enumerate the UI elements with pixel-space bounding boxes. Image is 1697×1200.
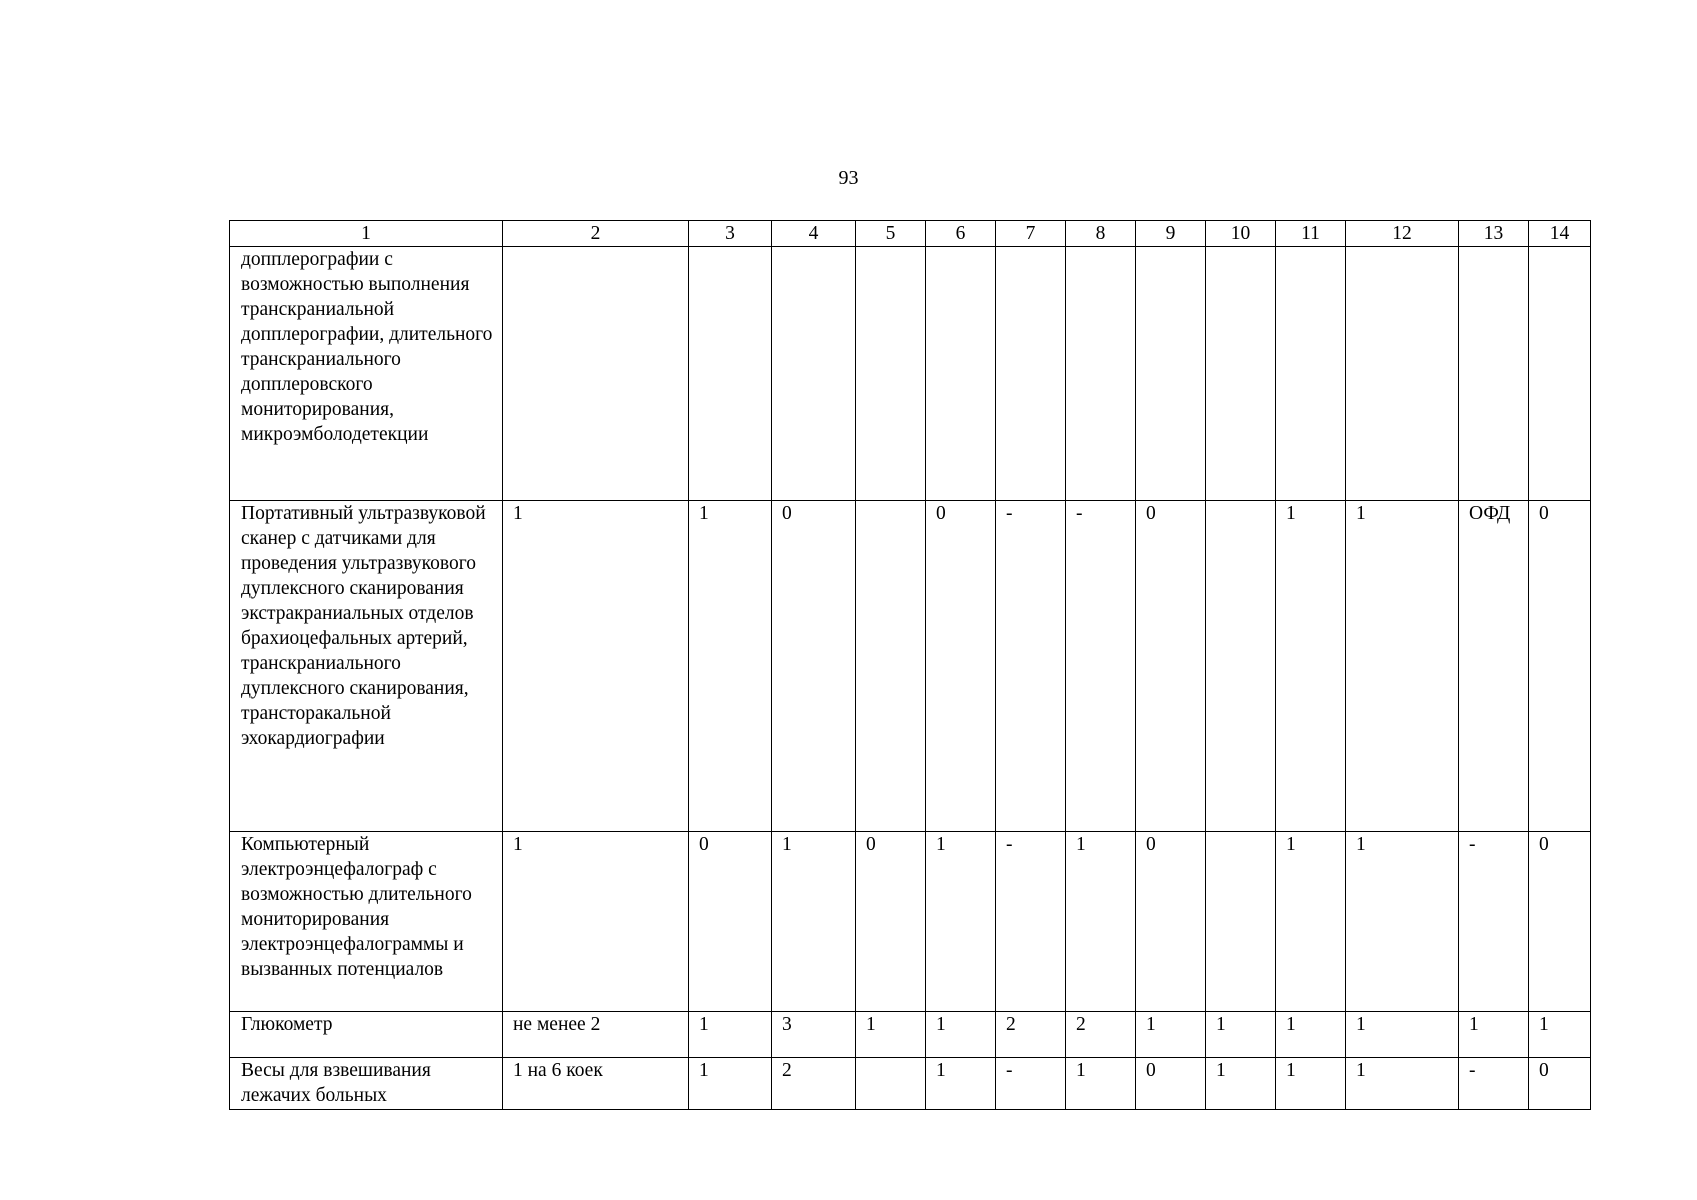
column-header-9: 9 (1136, 221, 1206, 247)
table-cell-col-4: 1 (772, 832, 856, 1012)
table-cell-col-14: 0 (1529, 832, 1591, 1012)
table-cell-col-3 (689, 247, 772, 501)
table-cell-col-7: - (996, 832, 1066, 1012)
table-cell-col-2: 1 (503, 501, 689, 832)
table-cell-col-9 (1136, 247, 1206, 501)
table-header-row (230, 221, 1591, 247)
equipment-name-cell: Весы для взвешивания лежачих больных (230, 1058, 503, 1110)
table-row (230, 832, 1591, 1012)
table-cell-col-11: 1 (1276, 1012, 1346, 1058)
table-cell-col-5 (856, 501, 926, 832)
column-header-6: 6 (926, 221, 996, 247)
table-cell-col-3: 1 (689, 1012, 772, 1058)
table-cell-col-9: 1 (1136, 1012, 1206, 1058)
column-header-7: 7 (996, 221, 1066, 247)
table-cell-col-6: 1 (926, 1012, 996, 1058)
column-header-2: 2 (503, 221, 689, 247)
table-cell-col-13: - (1459, 832, 1529, 1012)
column-header-10: 10 (1206, 221, 1276, 247)
table-cell-col-14: 1 (1529, 1012, 1591, 1058)
table-cell-col-13 (1459, 247, 1529, 501)
equipment-table (229, 220, 1591, 1110)
table-cell-col-3: 1 (689, 1058, 772, 1110)
table-cell-col-7: 2 (996, 1012, 1066, 1058)
table-cell-col-14: 0 (1529, 1058, 1591, 1110)
table-cell-col-6: 1 (926, 832, 996, 1012)
table-cell-col-8: 1 (1066, 1058, 1136, 1110)
table-cell-col-13: ОФД (1459, 501, 1529, 832)
column-header-5: 5 (856, 221, 926, 247)
table-cell-col-8 (1066, 247, 1136, 501)
table-cell-col-2: не менее 2 (503, 1012, 689, 1058)
column-header-14: 14 (1529, 221, 1591, 247)
table-cell-col-12: 1 (1346, 501, 1459, 832)
table-cell-col-12: 1 (1346, 1058, 1459, 1110)
equipment-name-cell: Глюкометр (230, 1012, 503, 1058)
table-cell-col-8: 1 (1066, 832, 1136, 1012)
equipment-name-cell: Компьютерный электроэнцефалограф с возможностью длительного мониторирования электроэнцефалограммы и вызванных потенциалов (230, 832, 503, 1012)
table-cell-col-11: 1 (1276, 1058, 1346, 1110)
table-cell-col-6: 0 (926, 501, 996, 832)
table-cell-col-11: 1 (1276, 501, 1346, 832)
table-cell-col-11: 1 (1276, 832, 1346, 1012)
table-cell-col-12: 1 (1346, 1012, 1459, 1058)
table-cell-col-5: 1 (856, 1012, 926, 1058)
table-cell-col-5: 0 (856, 832, 926, 1012)
table-cell-col-11 (1276, 247, 1346, 501)
table-cell-col-14 (1529, 247, 1591, 501)
table-row (230, 1012, 1591, 1058)
table-cell-col-10: 1 (1206, 1012, 1276, 1058)
table-row (230, 247, 1591, 501)
table-cell-col-7: - (996, 501, 1066, 832)
table-cell-col-13: 1 (1459, 1012, 1529, 1058)
page-number: 93 (838, 167, 859, 189)
table-cell-col-4: 3 (772, 1012, 856, 1058)
equipment-name-cell: Портативный ультразвуковой сканер с датчиками для проведения ультразвукового дуплексного сканирования экстракраниальных отделов брахиоцефальных артерий, транскраниального дуплексного сканирования, трансторакальной эхокардиографии (230, 501, 503, 832)
table-cell-col-12: 1 (1346, 832, 1459, 1012)
table-cell-col-9: 0 (1136, 832, 1206, 1012)
equipment-name-cell: допплерографии с возможностью выполнения транскраниальной допплерографии, длительного транскраниального допплеровского мониторирования, микроэмболодетекции (230, 247, 503, 501)
table-cell-col-12 (1346, 247, 1459, 501)
column-header-4: 4 (772, 221, 856, 247)
table-cell-col-7: - (996, 1058, 1066, 1110)
table-cell-col-10: 1 (1206, 1058, 1276, 1110)
table-cell-col-6 (926, 247, 996, 501)
column-header-11: 11 (1276, 221, 1346, 247)
table-cell-col-4: 0 (772, 501, 856, 832)
table-cell-col-2 (503, 247, 689, 501)
table-row (230, 501, 1591, 832)
column-header-3: 3 (689, 221, 772, 247)
table-cell-col-2: 1 (503, 832, 689, 1012)
table-cell-col-2: 1 на 6 коек (503, 1058, 689, 1110)
table-cell-col-6: 1 (926, 1058, 996, 1110)
table-cell-col-10 (1206, 247, 1276, 501)
column-header-8: 8 (1066, 221, 1136, 247)
table-cell-col-8: 2 (1066, 1012, 1136, 1058)
table-cell-col-14: 0 (1529, 501, 1591, 832)
table-cell-col-4: 2 (772, 1058, 856, 1110)
table-cell-col-10 (1206, 501, 1276, 832)
column-header-12: 12 (1346, 221, 1459, 247)
table-cell-col-13: - (1459, 1058, 1529, 1110)
table-row (230, 1058, 1591, 1110)
column-header-13: 13 (1459, 221, 1529, 247)
table-cell-col-3: 0 (689, 832, 772, 1012)
table-cell-col-4 (772, 247, 856, 501)
table-cell-col-7 (996, 247, 1066, 501)
table-cell-col-3: 1 (689, 501, 772, 832)
column-header-1: 1 (230, 221, 503, 247)
table-cell-col-9: 0 (1136, 1058, 1206, 1110)
table-cell-col-8: - (1066, 501, 1136, 832)
table-cell-col-5 (856, 1058, 926, 1110)
table-cell-col-10 (1206, 832, 1276, 1012)
table-cell-col-5 (856, 247, 926, 501)
table-cell-col-9: 0 (1136, 501, 1206, 832)
